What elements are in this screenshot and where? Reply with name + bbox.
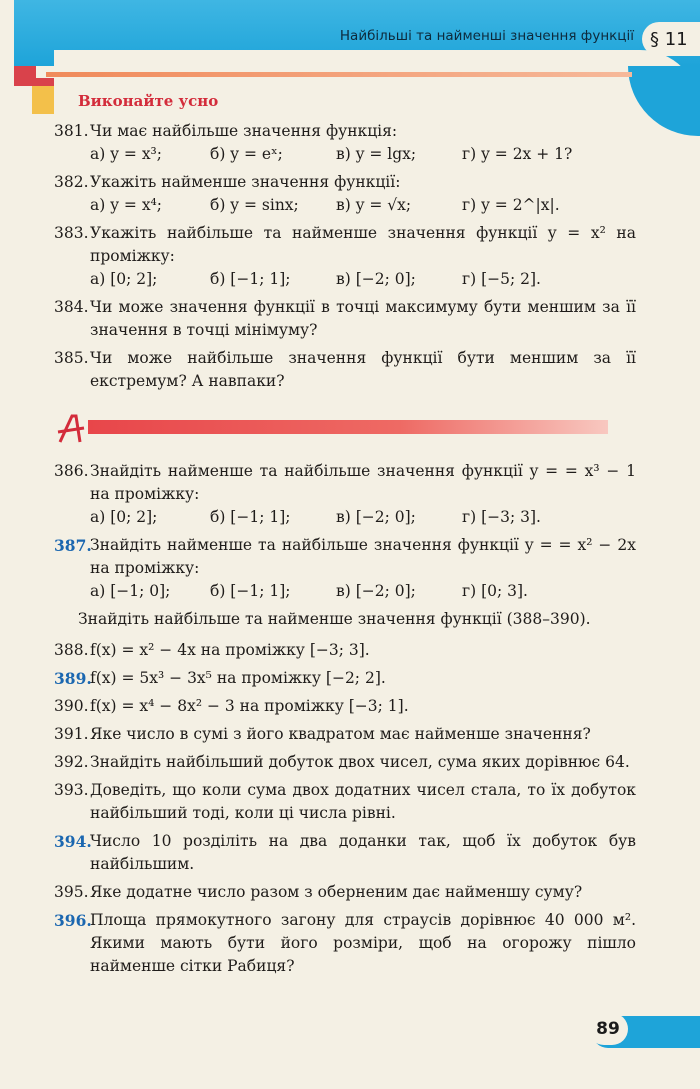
level-a-icon	[54, 412, 86, 446]
answer-option: г) [0; 3].	[462, 582, 528, 600]
answer-option: б) y = sinx;	[210, 196, 299, 214]
exercise-text: f(x) = x² − 4x на проміжку [−3; 3].	[90, 641, 370, 659]
exercise-item	[54, 534, 636, 603]
exercise-text: Укажіть найбільше та найменше значення функції y = x² на проміжку:	[90, 224, 636, 265]
exercise-item	[54, 779, 636, 825]
answer-option: а) [−1; 0];	[90, 582, 171, 600]
exercise-text: Число 10 розділіть на два доданки так, щоб їх добуток був найбільшим.	[90, 832, 636, 873]
exercise-number: 381.	[54, 122, 89, 140]
answer-option: г) [−3; 3].	[462, 508, 541, 526]
answer-option: г) y = 2^|x|.	[462, 196, 560, 214]
answer-option: в) [−2; 0];	[336, 270, 416, 288]
exercise-item	[54, 695, 636, 718]
heading-stripe	[46, 72, 632, 77]
exercise-text: Знайдіть найменше та найбільше значення функції y = = x² − 2x на проміжку:	[90, 536, 636, 577]
answer-option: б) [−1; 1];	[210, 508, 291, 526]
exercise-number: 387.	[54, 536, 92, 555]
answer-option: г) y = 2x + 1?	[462, 145, 573, 163]
exercise-number: 383.	[54, 224, 89, 242]
answer-option: а) [0; 2];	[90, 508, 158, 526]
exercise-text: f(x) = 5x³ − 3x⁵ на проміжку [−2; 2].	[90, 669, 386, 687]
page-number: 89	[588, 1013, 628, 1045]
exercise-text: Доведіть, що коли сума двох додатних чисел стала, то їх добуток найбільший тоді, коли ці числа рівні.	[90, 781, 636, 822]
exercise-text: Площа прямокутного загону для страусів дорівнює 40 000 м². Якими мають бути його розміри, щоб на огорожу пішло найменше сітки Рабиця?	[90, 911, 636, 975]
exercise-item	[54, 171, 636, 217]
exercise-text: Чи може значення функції в точці максимуму бути меншим за її значення в точці мінімуму?	[90, 298, 636, 339]
answer-option: г) [−5; 2].	[462, 270, 541, 288]
answer-options	[90, 143, 636, 166]
level-a-stripe	[88, 420, 608, 434]
exercise-text: Укажіть найменше значення функції:	[90, 173, 401, 191]
exercise-number: 394.	[54, 832, 92, 851]
exercise-item	[54, 347, 636, 393]
exercise-text: Яке додатне число разом з оберненим дає найменшу суму?	[90, 883, 583, 901]
section-tab: § 11	[642, 22, 700, 56]
answer-option: в) [−2; 0];	[336, 582, 416, 600]
exercise-item	[54, 667, 636, 690]
answer-option: а) [0; 2];	[90, 270, 158, 288]
answer-option: в) [−2; 0];	[336, 508, 416, 526]
exercise-text: Чи має найбільше значення функція:	[90, 122, 398, 140]
answer-option: б) y = eˣ;	[210, 145, 283, 163]
exercise-item	[54, 120, 636, 166]
answer-options	[90, 580, 636, 603]
answer-option: а) y = x³;	[90, 145, 162, 163]
exercise-number: 396.	[54, 911, 92, 930]
exercise-item	[54, 460, 636, 529]
exercise-item	[54, 830, 636, 876]
answer-options	[90, 506, 636, 529]
oral-heading: Виконайте усно	[78, 92, 219, 110]
answer-option: в) y = lgx;	[336, 145, 417, 163]
exercise-number: 391.	[54, 725, 89, 743]
exercise-number: 386.	[54, 462, 89, 480]
exercise-number: 393.	[54, 781, 89, 799]
exercise-list	[54, 120, 636, 983]
exercise-item	[54, 222, 636, 291]
exercise-text: f(x) = x⁴ − 8x² − 3 на проміжку [−3; 1].	[90, 697, 409, 715]
exercise-item	[54, 639, 636, 662]
exercise-number: 395.	[54, 883, 89, 901]
exercise-item	[54, 881, 636, 904]
exercise-text: Знайдіть найменше та найбільше значення функції y = = x³ − 1 на проміжку:	[90, 462, 636, 503]
answer-option: а) y = x⁴;	[90, 196, 162, 214]
answer-option: б) [−1; 1];	[210, 582, 291, 600]
exercise-number: 382.	[54, 173, 89, 191]
exercise-item	[54, 751, 636, 774]
answer-options	[90, 194, 636, 217]
exercise-item	[54, 723, 636, 746]
answer-option: в) y = √x;	[336, 196, 412, 214]
exercise-number: 389.	[54, 669, 92, 688]
exercise-text: Знайдіть найбільший добуток двох чисел, сума яких дорівнює 64.	[90, 753, 630, 771]
answer-options	[90, 268, 636, 291]
exercise-number: 384.	[54, 298, 89, 316]
exercise-text: Чи може найбільше значення функції бути меншим за її екстремум? А навпаки?	[90, 349, 636, 390]
exercise-number: 392.	[54, 753, 89, 771]
exercise-number: 388.	[54, 641, 89, 659]
exercise-text: Яке число в сумі з його квадратом має найменше значення?	[90, 725, 591, 743]
intro-388-390: Знайдіть найбільше та найменше значення функції (388–390).	[78, 610, 591, 628]
exercise-number: 385.	[54, 349, 89, 367]
exercise-number: 390.	[54, 697, 89, 715]
exercise-item	[54, 296, 636, 342]
answer-option: б) [−1; 1];	[210, 270, 291, 288]
running-title: Найбільші та найменші значення функції	[339, 28, 634, 44]
exercise-item	[54, 909, 636, 978]
